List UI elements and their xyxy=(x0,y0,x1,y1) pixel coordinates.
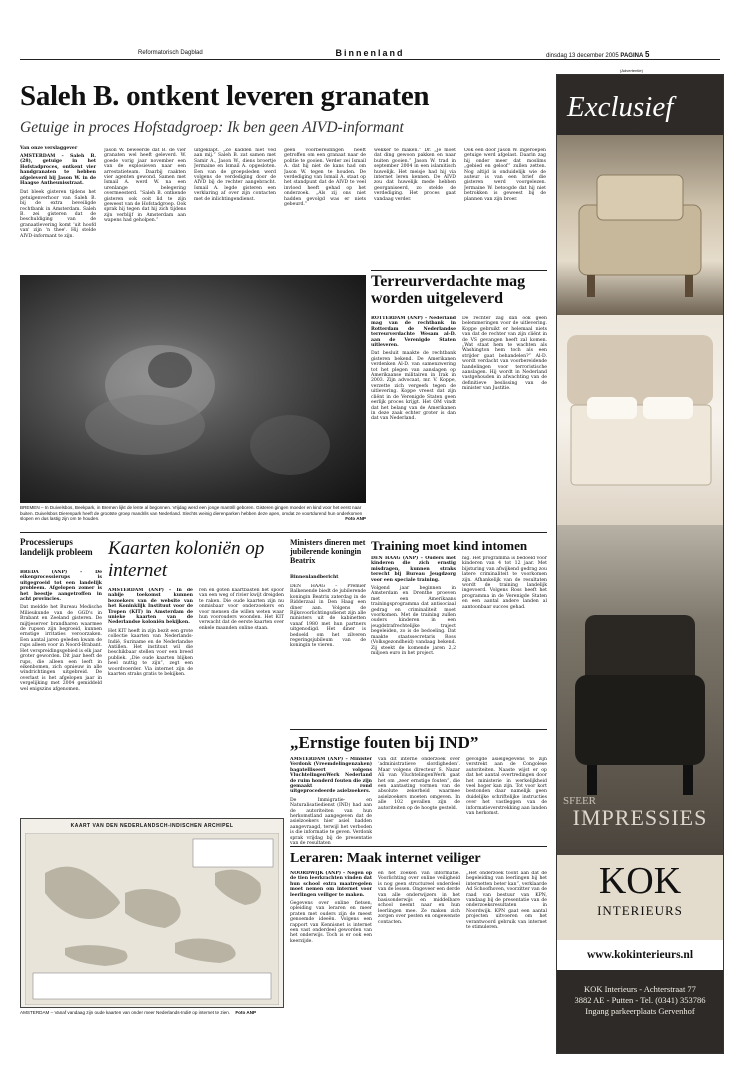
old-map-caption-text: AMSTERDAM – Vanaf vandaag zijn oude kaarten van onder meer Nederlands-Indië op internet te zien. xyxy=(20,1010,231,1015)
armchair-photo xyxy=(557,135,723,315)
mandrill-credit: Foto ANP xyxy=(345,516,366,522)
ernstige-col-2: van dit interne onderzoek over ‘administratieve slordigheden’. Maar volgens directeur S. Nazar Ali van VluchtelingenWerk gaat het om „zeer ernstige fouten”, die een aantasting vormen van de absolute zekerheid waarmee asielzoekers moeten omgeven. In alle 102 gevallen zijn de autoriteiten op de hoogte gesteld. xyxy=(378,757,460,811)
bedroom-photo xyxy=(557,315,723,525)
training-intro: DEN HAAG (ANP) – Ouders met kinderen die zich ernstig misdragen, kunnen straks terecht bij Bureau Jeugdzorg voor een speciale training. xyxy=(371,556,456,583)
kolonien-col-2: ren en goten kaartbasten het spoor van een weg of rivier kwijt dreigden te raken. Die oude kaarten zijn nu onmisbaar voor onderzoekers en voor mensen die willen weten waar hun voorouders woonden. Het KIT verwacht dat de eerste kaarten over enkele maanden online staan. xyxy=(199,588,284,631)
ernstige-rule xyxy=(290,729,547,730)
ad-brand-sub: INTERIEURS xyxy=(597,903,683,918)
ad-address-3: Ingang parkeerplaats Gervenhof xyxy=(585,1006,695,1016)
ernstige-col-3: gevolgde asielgegevens te zijn verstrekt aan de Congolese autoriteiten. Naaste wijst er op dat het aantal overtredingen door het ministerie in werkelijkheid veel hoger kan zijn. Tot voor kort bestonden daar namelijk geen duidelijke schriftelijke instructies over het vastleggen van de informatieverstrekking aan landen van herkomst. xyxy=(466,757,547,817)
main-col-4: geen voorbereidingen heeft getroffen om een granaat naar de politie te gooien. Verder zei Ismail A. dat hij niet de kans had om Jason W. tegen te houden. De verdediging van Ismail A. staat op het standpunt dat de AIVD te veel invloed heeft gehad op het onderzoek. „Als zij ons niet hadden gevolgd was er niets gebeurd.” xyxy=(284,148,366,208)
old-map-photo xyxy=(20,818,284,1008)
kok-advertisement xyxy=(556,74,724,1054)
ad-address-2: 3882 AE - Putten - Tel. (0341) 353786 xyxy=(574,995,706,1005)
main-col-6: Ook een door Jason W. ingeroepen getuige werd afgelast. Daarin zag hij onder meer dat moslims „gebied en geloof” zullen zetten. Nog altijd is onduidelijk wie de auteur is van een brief die gisteren werd voorgelezen. Jermaine W. betoogde dat hij niet betrokken is geweest bij de plannen van zijn broer. xyxy=(464,148,546,202)
ministers-kicker: Binnenlandbericht xyxy=(290,575,339,580)
leraren-col-1 xyxy=(290,871,372,1021)
section-name: Binnenland xyxy=(335,48,405,58)
terror-col-2: De rechter zag dan ook geen belemmeringen voor de uitlevering. Koppe gebruikt er helemaal niets van dat de rechter van zijn cliënt in de VS gevangen heeft zal komen. „Wat staat hem te wachten als Washington hem toch als een strijder gaat behandelen?” Al-D. wordt verdacht van voorbereidende handelingen voor terroristische aanslagen. Hij wordt in Nederland vastgehouden in afwachting van de definitieve beslissing van de minister van Justitie. xyxy=(462,316,547,392)
mid-rule xyxy=(20,532,547,533)
leraren-rule xyxy=(290,846,547,847)
main-col-2: Jason W. beweerde dat B. de vier granaten wel heeft geleverd. W. goede vorig jaar november een van de explosieven naar een arrestatieteam. Daarbij raakten vier agenten gewond. Samen met Ismail A. werd W. na een urenlange belegering overmeesterd. “Saleh B. ontkende gisteren ook ooit lid te zijn geweest van de Hofstadgroep. Ook sprak hij tegen dat hij zich tijdens zijn verblijf in Amsterdam aan wapens had geholpen.” xyxy=(104,148,186,224)
mandrill-caption xyxy=(20,505,366,522)
terror-headline: Terreurverdachte mag worden uitgeleverd xyxy=(371,273,526,307)
paper-name: Reformatorisch Dagblad xyxy=(138,50,203,56)
training-body-1: Volgend jaar beginnen in Amsterdam en Drenthe proeven met een Amerikaans trainingsprogramma dat antisociaal gedrag en criminaliteit moet voorkomen. Met de training zullen ouders kinderen in een jeugdstrafrechtelijke traject begeleiden, zo is de bedoeling. Dat maakte staatssecretaris Ross (Volksgezondheid) vandaag bekend. Zij steekt de komende jaren 2,2 miljoen euro in het project. xyxy=(371,586,456,656)
kolonien-body-1: Het KIT heeft in zijn bezit een grote collectie kaarten van Nederlands-Indië, Suriname en de Nederlandse Antillen. Het instituut wil die beschikbaar stellen voor een breed publiek. „Die oude kaarten blijken heel nuttig te zijn”, zegt een woordvoerder. Via internet zijn de kaarten straks gratis te bekijken. xyxy=(108,628,193,678)
terror-intro: ROTTERDAM (ANP) – Nederland mag van de rechtbank in Rotterdam de Nederlandse terreurverdachte Wesam al-D. aan de Verenigde Staten uitleveren. xyxy=(371,316,456,349)
ernstige-headline: „Ernstige fouten bij IND” xyxy=(290,733,479,752)
kolonien-intro: AMSTERDAM (ANP) – In de nabije toekomst kunnen bezoekers van de website van het Koninklijk Instituut voor de Tropen (KIT) in Amsterdam de unieke kaarten van de Nederlandse koloniën bekijken. xyxy=(108,588,193,626)
old-map-caption xyxy=(20,1010,284,1016)
archipelago-map-illustration xyxy=(25,833,279,1005)
ad-label: (Advertentie) xyxy=(620,68,643,73)
leraren-intro: NOORDWIJK (ANP) – Negen op de tien leerkrachten vinden dat hun school extra maatregelen moet nemen om internet voor leerlingen veiliger te maken. xyxy=(290,871,372,898)
date-line xyxy=(546,50,649,59)
armchair-illustration xyxy=(557,135,723,315)
main-p1: Dat bleek gisteren tijdens het getuigenverhoor van Saleh B. bij de extra beveiligde rechtbank in Amsterdam. Saleh B. zei gisteren dat de beschuldiging van de granaatlevering komt ‘uit hoofd van' zijn 'n thee'. Hij stelde AIVD-informant te zijn. xyxy=(20,190,96,239)
training-col-2: nig. Het programma is bedoeld voor kinderen van 4 tot 12 jaar. Met bijsturing van afwijkend gedrag zou latere criminaliteit te voorkomen zijn. Afhankelijk van de resultaten wordt de training landelijk ingevoerd. Volgens Ross heeft het programma in de Verenigde Staten en een aantal andere landen al aantoonbaar succes gehad. xyxy=(462,556,547,610)
leraren-body-1: Gegevens over online fietsen, opleiding van leraren en meer praten met ouders zijn de meest genoemde ideeën. Volgens een rapport van Kennisnet is internet een vast onderdeel geworden van het onderwijs. Toch is er ook een keerzijde. xyxy=(290,901,372,944)
ministers-body: DEN HAAG – Premier Balkenende biedt de jubilerende koningin Beatrix zaterdag in de Ridderzaal in Den Haag een diner aan. Volgens de Rijksvoorlichtingsdienst zijn alle ministers uit de kabinetten vanaf 1980 met hun partners uitgenodigd. Het diner is bedoeld om het zilveren regeringsjubileum van de koningin te vieren. xyxy=(290,584,366,649)
ministers-headline: Ministers dineren met jubilerende koningin Beatrix xyxy=(290,538,366,565)
mandrill-illustration xyxy=(20,275,366,503)
main-col-3: uitgeklapt. „Ze kadden niet ved aan mij.” Saleh B. zat samen met Samir A., Jason W., diens broertje Jermaine en Ismail A. opgesloten. Een van de groepsleden werd volgens de verdediging door de AIVD bij de rechter aangebracht. Ismail A. legde gisteren een verklaring af over zijn contacten met de inlichtingendienst. xyxy=(194,148,276,202)
kolonien-headline: Kaarten koloniën op internet xyxy=(108,538,265,581)
byline: Van onze verslaggever xyxy=(20,146,78,151)
ad-website[interactable]: www.kokinterieurs.nl xyxy=(557,940,723,970)
ad-address-1: KOK Interieurs - Achterstraat 77 xyxy=(584,984,696,994)
kolonien-col-1 xyxy=(108,588,193,810)
processie-intro: BREDA (ANP) – De eikenprocessierups is uitgegroeid tot een landelijk probleem. Afgelopen zomer is het beestje aangetroffen in acht provincies. xyxy=(20,570,102,603)
ad-brand: KOK xyxy=(598,860,682,902)
terror-col-1 xyxy=(371,316,456,534)
processie-headline: Processierups landelijk probleem xyxy=(20,537,93,557)
processie-col xyxy=(20,570,102,810)
processie-body: Dat meldde het Bureau Medische Milieukunde van de GGD's in Brabant en Zeeland gisteren. De mijtjeserver brandharen waarmee de rupsen zijn begroeid, kunnen ernstige irritaties veroorzaken. Een aantal jaren geleden kwam de rups alleen voor in Noord-Brabant. Het verspreidingsgebied is elk jaar groter geworden. Dit jaar heeft de rups, die alleen een leeft in eikenbomen, zich opnieuw in alle windrichtingen uitgebreid. De overlast is het afgelopen jaar in vergelijking met 2004 gemiddeld wel enigszins afgenomen. xyxy=(20,605,102,692)
main-col-1 xyxy=(20,154,96,239)
training-headline: Training moet kind intomen xyxy=(371,538,528,553)
main-subhead: Getuige in proces Hofstadgroep: Ik ben geen AIVD-informant xyxy=(20,119,404,136)
header-rule xyxy=(20,59,720,60)
ad-brand-block xyxy=(557,855,723,940)
leraren-col-3: „Het onderzoek toont aan dat de begeleiding van leerlingen bij het internetten beter kan”, verklaarde Ad Schoofhoven, voorzitter van de raad van bestuur van KPN, vandaag bij de presentatie van de onderzoeksresultaten in Noordwijk. KPN gaat een aantal projecten uitvoeren om het verantwoord gebruik van internet te stimuleren. xyxy=(466,871,547,931)
ad-sfeer: SFEER xyxy=(563,795,597,807)
page-label: PAGINA xyxy=(620,53,644,59)
leraren-col-2: en het zoeken van informatie. Voorlichting over online veiligheid is nog geen structureel onderdeel van de lessen. Ongeveer een derde van alle onderwijzers in het basisonderwijs en middelbare school neemt naar en hun leerlingen mee. Ze maken zich zorgen over pesten en ongewenste contacten. xyxy=(378,871,460,925)
old-map-credit: Foto ANP xyxy=(235,1010,257,1015)
main-col-5: wekker te maken.” Dr. „Je moet dat ding gewoon pakken en naar buiten gooien.” Jason W. trad in september 2004 in een islamitisch huwelijk. Het meisje had hij via internet leren kennen. De AIVD zou dat huwelijk mede hebben georganiseerd, zo stelde de verdediging. Het proces gaat vandaag verder. xyxy=(374,148,456,202)
ad-top-band xyxy=(557,75,723,135)
ernstige-body-1: De Immigratie- en Naturalisatiedienst (IND) had aan de autoriteiten van hun herkomstland aangegeven dat de asielzoekers hier asiel hadden aangevraagd, terwijl het verboden is die informatie te geven. Verdonk sprak vrijdag bij de presentatie van de resultaten xyxy=(290,797,372,845)
mandrill-caption-text: BREMEN – In Duivelsbos, Beekpark, in Bremen lijkt de lente al begonnen. Vrijdag werd een jonge mantrill geboren. Gisteren gingen moeder en kind voor het eerst naar buiten. Duivelsbos Dierenpark heeft de grootste groep mandrils van Nederland. Slechts weinig dierenparken hebben deze apen, omdat ze voortdurend hun onderkomen slopen en dus lastig zijn om te houden. xyxy=(20,505,363,522)
date: dinsdag 13 december 2005 xyxy=(546,53,619,59)
terror-body-1: Dat besluit maakte de rechtbank gisteren bekend. De Amerikanen verdenken Al-D. van samenzwering tot het plegen van aanslagen op Amerikaanse militairen in Irak in 2003. Zijn advocaat, mr. V. Koppe, verzette zich vergeefs tegen de uitlevering. Koppe vreest dat zijn cliënt in de Verenigde Staten geen eerlijk proces krijgt. Het OM vindt dat het belang van de Amerikanen in deze zaak echter groter is dan dat van Nederland. xyxy=(371,351,456,422)
ad-impressies: IMPRESSIES xyxy=(572,805,708,830)
main-intro: AMSTERDAM – Saleh B. (28), getuige in het Hofstadproces, ontkent vier handgranaten te hebben afgeleverd bij Jason W. in de Haagse Antheunisstraat. xyxy=(20,154,96,187)
main-headline: Saleh B. ontkent leveren granaten xyxy=(20,80,430,112)
terror-rule xyxy=(371,270,547,271)
old-map-title: KAART VAN DEN NEDERLANDSCH-INDISCHEN ARCHIPEL xyxy=(70,823,234,829)
mandrill-photo xyxy=(20,275,366,503)
leather-chair-photo xyxy=(557,525,723,855)
ad-address-block xyxy=(557,970,723,1053)
ernstige-intro: AMSTERDAM (ANP) – Minister Verdonk (Vreemdelingenzaken) bagatelliseert volgens VluchtelingenWerk Nederland de ruim honderd fouten die zijn gemaakt rond uitgeprocedeerde asielzoekers. xyxy=(290,757,372,795)
leraren-headline: Leraren: Maak internet veiliger xyxy=(290,851,481,866)
ad-exclusief: Exclusief xyxy=(567,91,674,123)
page-number: 5 xyxy=(644,50,650,59)
bed-illustration xyxy=(557,315,723,525)
training-col-1 xyxy=(371,556,456,728)
ernstige-col-1 xyxy=(290,757,372,845)
